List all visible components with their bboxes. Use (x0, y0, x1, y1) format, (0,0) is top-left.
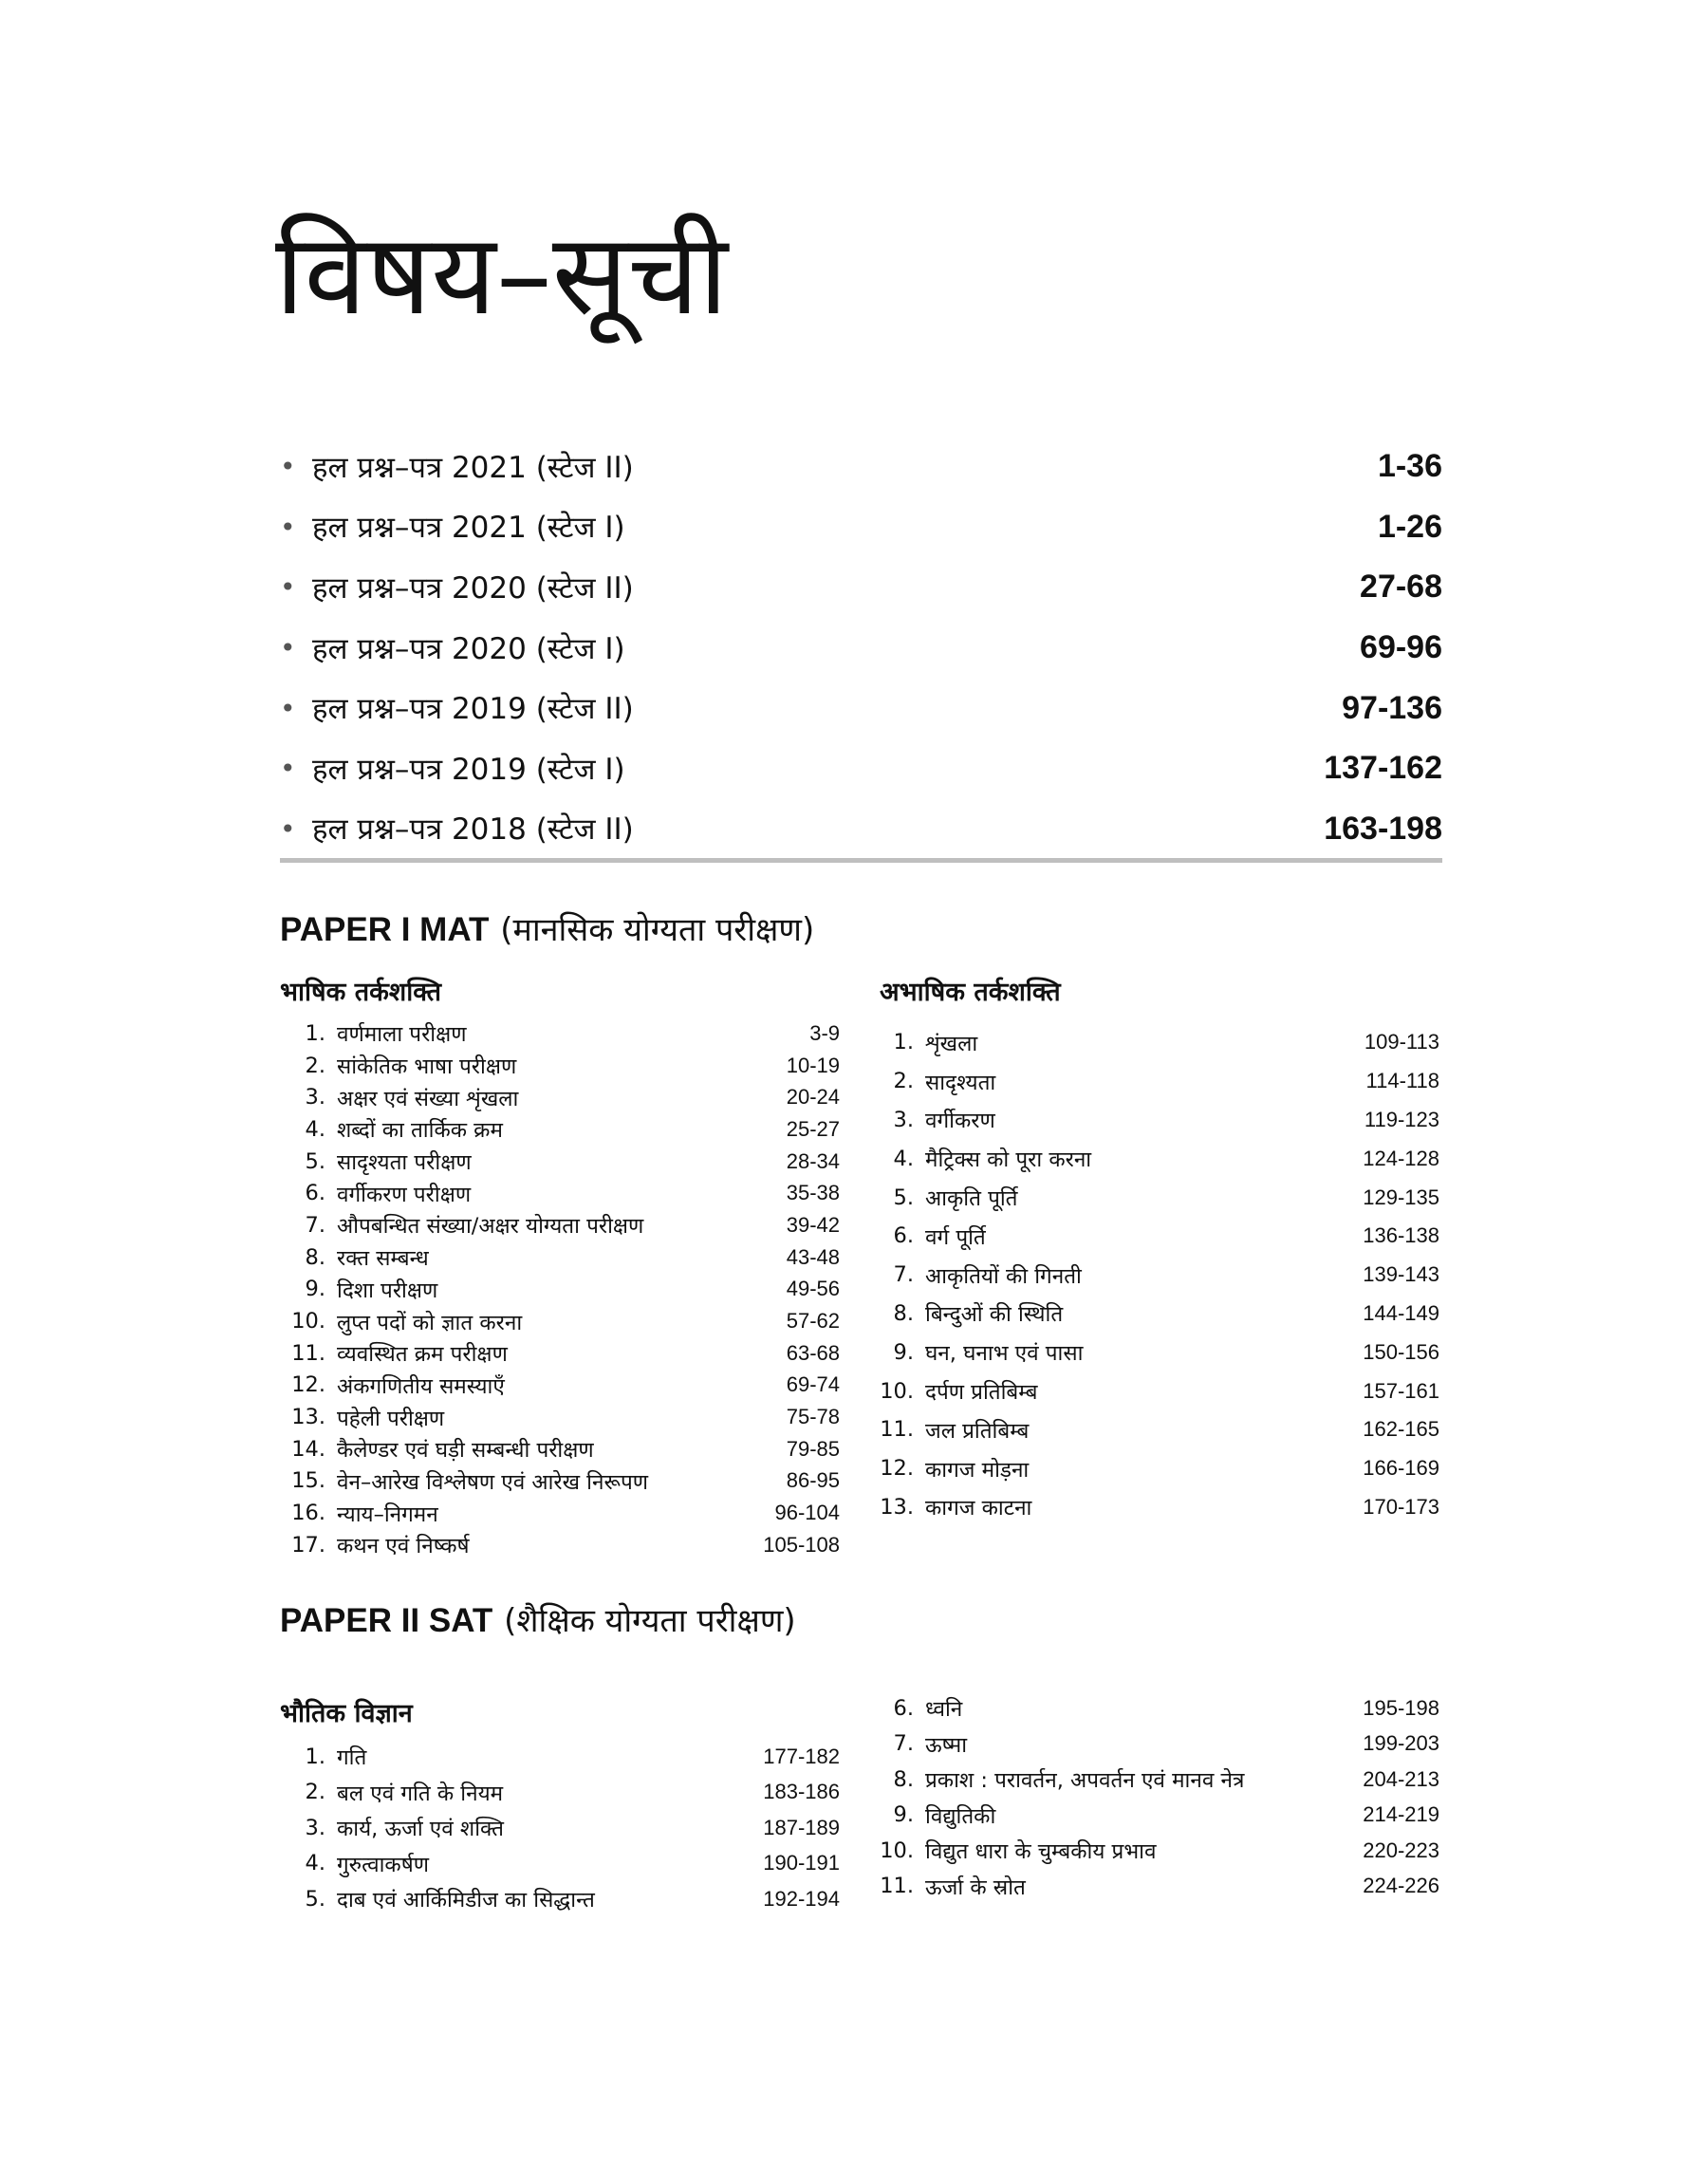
entry-pages: 28-34 (786, 1148, 840, 1173)
entry-number: 7. (893, 1262, 914, 1288)
entry-title: रक्त सम्बन्ध (337, 1246, 429, 1272)
bullet-icon: • (280, 812, 296, 845)
entry-number: 6. (305, 1181, 325, 1206)
entry-title: कैलेण्डर एवं घड़ी सम्बन्धी परीक्षण (337, 1438, 594, 1464)
entry-number: 11. (880, 1874, 914, 1899)
toc-entry (280, 1846, 840, 1882)
toc-entry (880, 1798, 1439, 1834)
entry-pages: 114-118 (1365, 1069, 1439, 1093)
entry-pages: 144-149 (1363, 1300, 1439, 1325)
paper2-heading-en: PAPER II SAT (280, 1602, 493, 1639)
entry-pages: 220-223 (1363, 1838, 1439, 1862)
entry-pages: 129-135 (1363, 1185, 1439, 1209)
entry-title: अंकगणितीय समस्याएँ (337, 1373, 505, 1399)
solved-paper-label: हल प्रश्न–पत्र 2021 (स्टेज II) (312, 450, 634, 485)
solved-paper-pages: 69-96 (1360, 629, 1442, 666)
entry-pages: 3-9 (809, 1020, 840, 1045)
entry-number: 12. (880, 1456, 914, 1482)
entry-title: कागज मोड़ना (925, 1457, 1030, 1483)
entry-title: वर्ग पूर्ति (925, 1224, 986, 1250)
entry-title: बल एवं गति के नियम (337, 1781, 504, 1806)
toc-entry (280, 1810, 840, 1846)
toc-entry (880, 1333, 1439, 1371)
entry-title: ऊष्मा (925, 1732, 968, 1758)
verbal-reasoning-column (280, 973, 840, 1561)
entry-number: 12. (291, 1372, 325, 1398)
entry-number: 3. (893, 1107, 914, 1132)
entry-number: 1. (305, 1020, 325, 1046)
entry-title: घन, घनाभ एवं पासा (925, 1341, 1084, 1367)
entry-title: बिन्दुओं की स्थिति (925, 1302, 1064, 1328)
entry-title: गति (337, 1745, 367, 1771)
entry-pages: 79-85 (786, 1436, 840, 1461)
entry-title: पहेली परीक्षण (337, 1406, 445, 1431)
bullet-icon: • (280, 753, 296, 785)
entry-title: कार्य, ऊर्जा एवं शक्ति (337, 1817, 504, 1842)
entry-pages: 157-161 (1363, 1378, 1439, 1403)
toc-entry (280, 1370, 840, 1402)
entry-title: गुरुत्वाकर्षण (337, 1852, 429, 1877)
entry-number: 9. (305, 1277, 325, 1302)
entry-number: 2. (305, 1053, 325, 1078)
solved-paper-item (280, 678, 1442, 738)
entry-number: 4. (305, 1116, 325, 1142)
entry-number: 13. (880, 1494, 914, 1520)
bullet-icon: • (280, 511, 296, 543)
entry-pages: 177-182 (763, 1744, 840, 1768)
entry-number: 10. (880, 1838, 914, 1863)
solved-paper-label: हल प्रश्न–पत्र 2019 (स्टेज I) (312, 752, 625, 787)
entry-title: औपबन्धित संख्या/अक्षर योग्यता परीक्षण (337, 1214, 644, 1240)
toc-entry (280, 1529, 840, 1561)
entry-pages: 187-189 (763, 1815, 840, 1839)
solved-paper-label: हल प्रश्न–पत्र 2020 (स्टेज I) (312, 631, 625, 666)
entry-title: वेन–आरेख विश्लेषण एवं आरेख निरूपण (337, 1469, 648, 1495)
entry-number: 2. (305, 1780, 325, 1805)
entry-title: वर्णमाला परीक्षण (337, 1022, 467, 1048)
entry-number: 13. (291, 1405, 325, 1430)
toc-entry (880, 1256, 1439, 1295)
entry-title: विद्युत धारा के चुम्बकीय प्रभाव (925, 1839, 1157, 1865)
entry-number: 6. (893, 1223, 914, 1249)
toc-entry (880, 1023, 1439, 1062)
entry-pages: 69-74 (786, 1372, 840, 1397)
entry-title: ध्वनि (925, 1697, 963, 1723)
entry-pages: 57-62 (786, 1309, 840, 1334)
entry-pages: 170-173 (1363, 1494, 1439, 1519)
entry-title: सादृश्यता परीक्षण (337, 1150, 472, 1176)
entry-number: 7. (893, 1731, 914, 1757)
entry-number: 5. (893, 1185, 914, 1210)
toc-entry (280, 1241, 840, 1274)
solved-papers-list (280, 437, 1442, 859)
toc-entry (880, 1217, 1439, 1256)
solved-paper-label: हल प्रश्न–पत्र 2021 (स्टेज I) (312, 511, 625, 546)
solved-paper-item (280, 557, 1442, 618)
toc-entry (880, 1726, 1439, 1763)
entry-number: 10. (880, 1378, 914, 1404)
entry-pages: 204-213 (1363, 1766, 1439, 1791)
entry-title: वर्गीकरण परीक्षण (337, 1182, 472, 1207)
entry-title: दिशा परीक्षण (337, 1278, 438, 1303)
entry-pages: 214-219 (1363, 1802, 1439, 1827)
entry-pages: 199-203 (1363, 1731, 1439, 1756)
entry-pages: 136-138 (1363, 1223, 1439, 1248)
toc-entry (280, 1209, 840, 1241)
entry-title: आकृति पूर्ति (925, 1186, 1018, 1212)
toc-entry (280, 1465, 840, 1498)
solved-paper-pages: 1-36 (1377, 448, 1442, 485)
entry-number: 9. (893, 1802, 914, 1828)
entry-pages: 10-19 (786, 1053, 840, 1077)
entry-title: दाब एवं आर्किमिडीज का सिद्धान्त (337, 1888, 595, 1913)
verbal-reasoning-title: भाषिक तर्कशक्ति (280, 978, 442, 1007)
entry-number: 5. (305, 1886, 325, 1912)
paper2-heading-hi: (शैक्षिक योग्यता परीक्षण) (504, 1602, 796, 1640)
solved-paper-label: हल प्रश्न–पत्र 2019 (स्टेज II) (312, 692, 634, 727)
entry-title: अक्षर एवं संख्या शृंखला (337, 1086, 519, 1111)
entry-title: शृंखला (925, 1031, 978, 1056)
paper2-heading (280, 1597, 796, 1641)
entry-pages: 49-56 (786, 1277, 840, 1301)
entry-number: 14. (291, 1436, 325, 1462)
entry-pages: 105-108 (763, 1532, 840, 1557)
entry-number: 1. (305, 1744, 325, 1769)
solved-paper-item (280, 799, 1442, 860)
entry-pages: 63-68 (786, 1340, 840, 1365)
toc-entry (280, 1433, 840, 1465)
solved-paper-item (280, 437, 1442, 497)
entry-title: दर्पण प्रतिबिम्ब (925, 1380, 1038, 1406)
nonverbal-reasoning-column (880, 973, 1439, 1526)
solved-paper-pages: 97-136 (1342, 689, 1442, 726)
entry-number: 11. (291, 1340, 325, 1366)
toc-entry (880, 1869, 1439, 1905)
nonverbal-reasoning-title: अभाषिक तर्कशक्ति (880, 978, 1061, 1007)
toc-entry (880, 1690, 1439, 1726)
toc-entry (280, 1497, 840, 1529)
toc-entry (880, 1833, 1439, 1869)
toc-entry (280, 1401, 840, 1433)
entry-number: 8. (893, 1300, 914, 1326)
toc-entry (880, 1449, 1439, 1488)
entry-pages: 20-24 (786, 1085, 840, 1110)
entry-pages: 86-95 (786, 1468, 840, 1493)
toc-entry (880, 1371, 1439, 1410)
entry-title: वर्गीकरण (925, 1109, 995, 1134)
toc-entry (880, 1139, 1439, 1178)
entry-pages: 150-156 (1363, 1339, 1439, 1364)
toc-entry (880, 1295, 1439, 1334)
entry-pages: 39-42 (786, 1212, 840, 1237)
entry-title: सादृश्यता (925, 1070, 996, 1095)
physics-list-left (280, 1739, 840, 1917)
entry-pages: 25-27 (786, 1116, 840, 1141)
entry-title: सांकेतिक भाषा परीक्षण (337, 1054, 517, 1080)
entry-number: 11. (880, 1417, 914, 1443)
toc-entry (280, 1881, 840, 1917)
solved-paper-label: हल प्रश्न–पत्र 2020 (स्टेज II) (312, 570, 634, 606)
entry-title: व्यवस्थित क्रम परीक्षण (337, 1342, 508, 1368)
entry-pages: 195-198 (1363, 1695, 1439, 1720)
solved-paper-item (280, 618, 1442, 679)
entry-pages: 119-123 (1364, 1107, 1439, 1131)
entry-number: 8. (305, 1244, 325, 1270)
bullet-icon: • (280, 451, 296, 483)
entry-pages: 139-143 (1363, 1262, 1439, 1287)
toc-entry (880, 1062, 1439, 1101)
entry-title: जल प्रतिबिम्ब (925, 1418, 1030, 1444)
entry-number: 5. (305, 1148, 325, 1174)
nonverbal-reasoning-list (880, 1023, 1439, 1526)
entry-pages: 75-78 (786, 1405, 840, 1429)
entry-pages: 35-38 (786, 1181, 840, 1205)
entry-title: आकृतियों की गिनती (925, 1263, 1082, 1289)
toc-entry (280, 1739, 840, 1775)
entry-number: 15. (291, 1468, 325, 1494)
solved-paper-item (280, 497, 1442, 558)
toc-entry (880, 1762, 1439, 1798)
entry-title: ऊर्जा के स्रोत (925, 1875, 1026, 1900)
entry-pages: 183-186 (763, 1780, 840, 1804)
entry-title: शब्दों का तार्किक क्रम (337, 1118, 503, 1144)
entry-number: 2. (893, 1069, 914, 1094)
toc-entry (880, 1410, 1439, 1449)
toc-entry (280, 1177, 840, 1209)
entry-number: 3. (305, 1085, 325, 1110)
entry-title: प्रकाश : परावर्तन, अपवर्तन एवं मानव नेत्र (925, 1768, 1245, 1794)
toc-entry (280, 1337, 840, 1370)
physics-column-left (280, 1694, 840, 1917)
entry-title: कथन एवं निष्कर्ष (337, 1534, 470, 1559)
toc-entry (280, 1081, 840, 1113)
toc-entry (280, 1050, 840, 1082)
entry-number: 9. (893, 1339, 914, 1365)
entry-pages: 192-194 (763, 1886, 840, 1911)
page-title: विषय–सूची (275, 209, 729, 340)
entry-pages: 96-104 (774, 1501, 840, 1525)
entry-number: 4. (893, 1146, 914, 1171)
entry-number: 3. (305, 1815, 325, 1840)
entry-title: कागज काटना (925, 1496, 1032, 1521)
physics-title: भौतिक विज्ञान (280, 1699, 413, 1728)
toc-entry (280, 1146, 840, 1178)
entry-number: 7. (305, 1212, 325, 1238)
entry-number: 16. (291, 1501, 325, 1526)
verbal-reasoning-list (280, 1017, 840, 1561)
toc-entry (880, 1101, 1439, 1140)
bullet-icon: • (280, 632, 296, 664)
entry-pages: 109-113 (1364, 1030, 1439, 1054)
paper1-heading-en: PAPER I MAT (280, 911, 490, 948)
solved-paper-pages: 137-162 (1324, 750, 1442, 787)
entry-pages: 162-165 (1363, 1417, 1439, 1442)
entry-number: 8. (893, 1766, 914, 1792)
entry-title: मैट्रिक्स को पूरा करना (925, 1147, 1092, 1173)
entry-title: लुप्त पदों को ज्ञात करना (337, 1310, 523, 1335)
entry-pages: 166-169 (1363, 1456, 1439, 1481)
entry-number: 17. (291, 1532, 325, 1558)
entry-pages: 43-48 (786, 1244, 840, 1269)
entry-title: विद्युतिकी (925, 1803, 996, 1829)
toc-entry (880, 1488, 1439, 1527)
physics-column-right (880, 1690, 1439, 1904)
entry-pages: 224-226 (1363, 1874, 1439, 1898)
solved-paper-label: हल प्रश्न–पत्र 2018 (स्टेज II) (312, 812, 634, 848)
toc-entry (280, 1017, 840, 1050)
toc-entry (280, 1113, 840, 1146)
entry-title: न्याय–निगमन (337, 1502, 438, 1527)
bullet-icon: • (280, 571, 296, 604)
solved-paper-pages: 1-26 (1377, 508, 1442, 545)
toc-entry (280, 1305, 840, 1337)
entry-pages: 190-191 (763, 1851, 840, 1875)
entry-number: 4. (305, 1851, 325, 1876)
toc-entry (280, 1775, 840, 1811)
entry-number: 10. (291, 1309, 325, 1334)
entry-number: 1. (893, 1030, 914, 1055)
entry-pages: 124-128 (1363, 1146, 1439, 1170)
toc-entry (880, 1178, 1439, 1217)
solved-paper-pages: 27-68 (1360, 569, 1442, 606)
paper1-heading (280, 906, 814, 950)
bullet-icon: • (280, 692, 296, 724)
toc-entry (280, 1274, 840, 1306)
physics-list-right (880, 1690, 1439, 1904)
section-divider (280, 858, 1442, 863)
entry-number: 6. (893, 1695, 914, 1721)
paper1-heading-hi: (मानसिक योग्यता परीक्षण) (500, 911, 815, 949)
solved-paper-pages: 163-198 (1324, 810, 1442, 847)
solved-paper-item (280, 738, 1442, 799)
